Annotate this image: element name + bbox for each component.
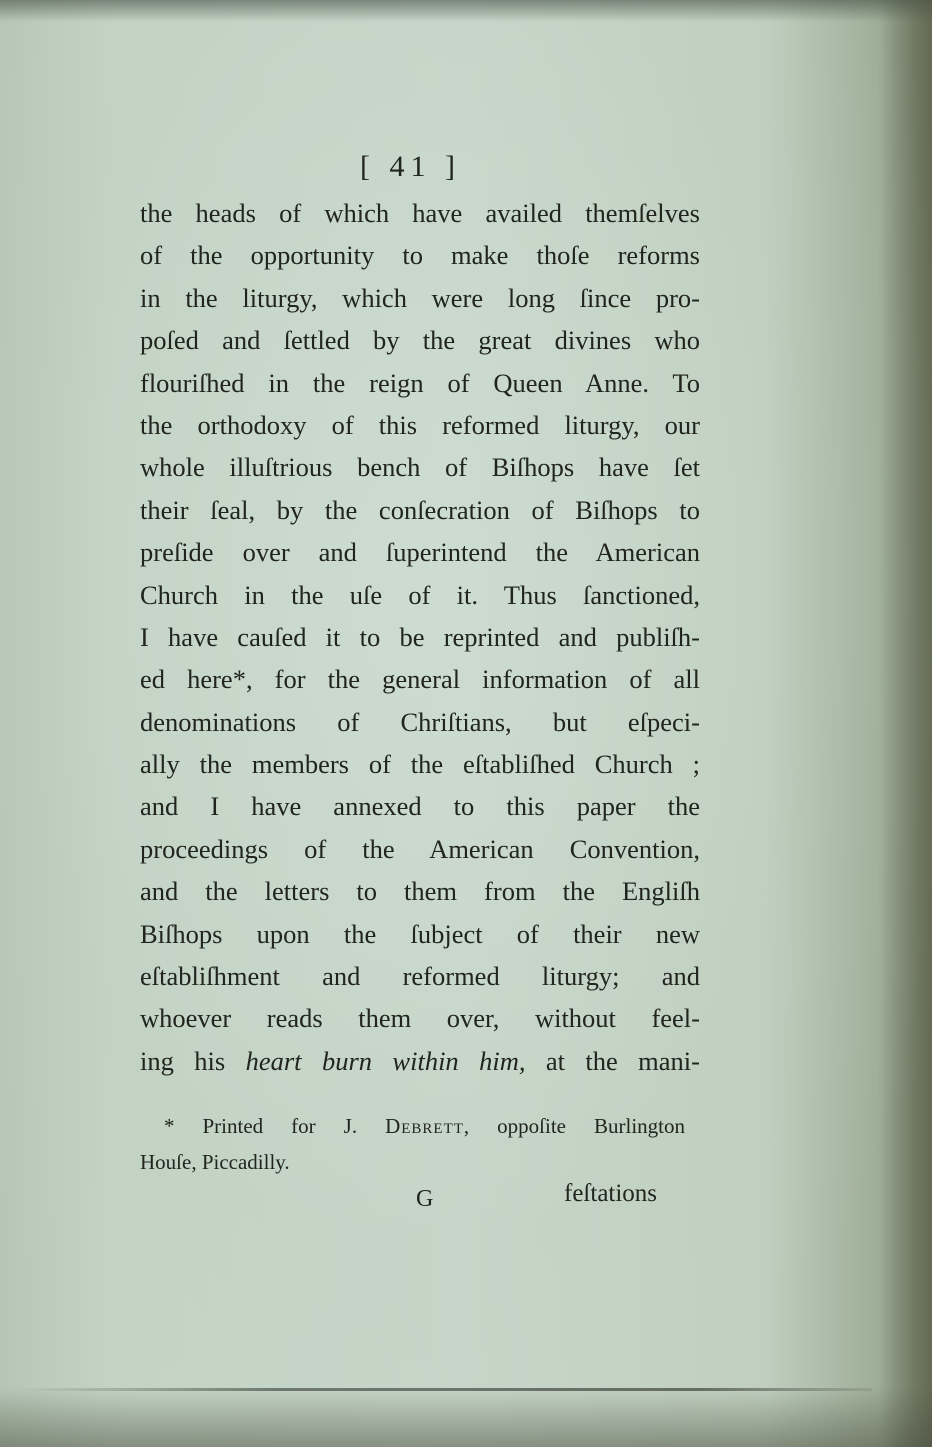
body-line: whoever reads them over, without feel- <box>140 1003 700 1034</box>
footnote <box>140 1108 685 1180</box>
page-edge-stain <box>882 0 932 1447</box>
body-line: ally the members of the eſtabliſhed Church ; <box>140 749 700 780</box>
footnote-line-2: Houſe, Piccadilly. <box>140 1150 290 1174</box>
body-line: the heads of which have availed themſelves <box>140 198 700 228</box>
body-line: and the letters to them from the Engliſh <box>140 876 700 907</box>
signature-mark: G <box>416 1186 434 1212</box>
footnote-end: , oppoſite Burlington <box>463 1114 686 1138</box>
page-bottom-shadow <box>20 1388 872 1391</box>
body-line: poſed and ſettled by the great divines who <box>140 325 700 356</box>
body-line: and I have annexed to this paper the <box>140 791 700 822</box>
body-line: ed here*, for the general information of all <box>140 664 700 695</box>
body-line: proceedings of the American Convention, <box>140 833 700 864</box>
body-line: whole illuſtrious bench of Biſhops have ſet <box>140 452 700 483</box>
body-line: denominations of Chriſtians, but eſpeci- <box>140 706 700 737</box>
body-line: Church in the uſe of it. Thus ſanctioned, <box>140 579 700 610</box>
body-line: Biſhops upon the ſubject of their new <box>140 918 700 949</box>
page-number: [ 41 ] <box>360 150 461 183</box>
footnote-publisher: Debrett <box>385 1114 464 1138</box>
body-line: eſtabliſhment and reformed liturgy; and <box>140 961 700 992</box>
body-line: flouriſhed in the reign of Queen Anne. To <box>140 367 700 398</box>
body-line: the orthodoxy of this reformed liturgy, our <box>140 409 700 440</box>
body-text <box>140 192 700 1082</box>
body-line: preſide over and ſuperintend the American <box>140 537 700 568</box>
body-line: in the liturgy, which were long ſince pro- <box>140 282 700 313</box>
body-line: of the opportunity to make thoſe reforms <box>140 240 700 271</box>
footnote-start: * Printed for J. <box>164 1114 386 1138</box>
last-line-start: ing his <box>140 1045 246 1076</box>
italic-phrase: heart burn within him, <box>245 1045 526 1076</box>
last-line-end: at the mani- <box>525 1045 700 1076</box>
catchword: feſtations <box>564 1180 658 1207</box>
footnote-line-1 <box>140 1108 685 1144</box>
body-line: their ſeal, by the conſecration of Biſhops to <box>140 494 700 525</box>
body-line: I have cauſed it to be reprinted and publiſh- <box>140 621 700 652</box>
body-line-last <box>140 1040 700 1082</box>
